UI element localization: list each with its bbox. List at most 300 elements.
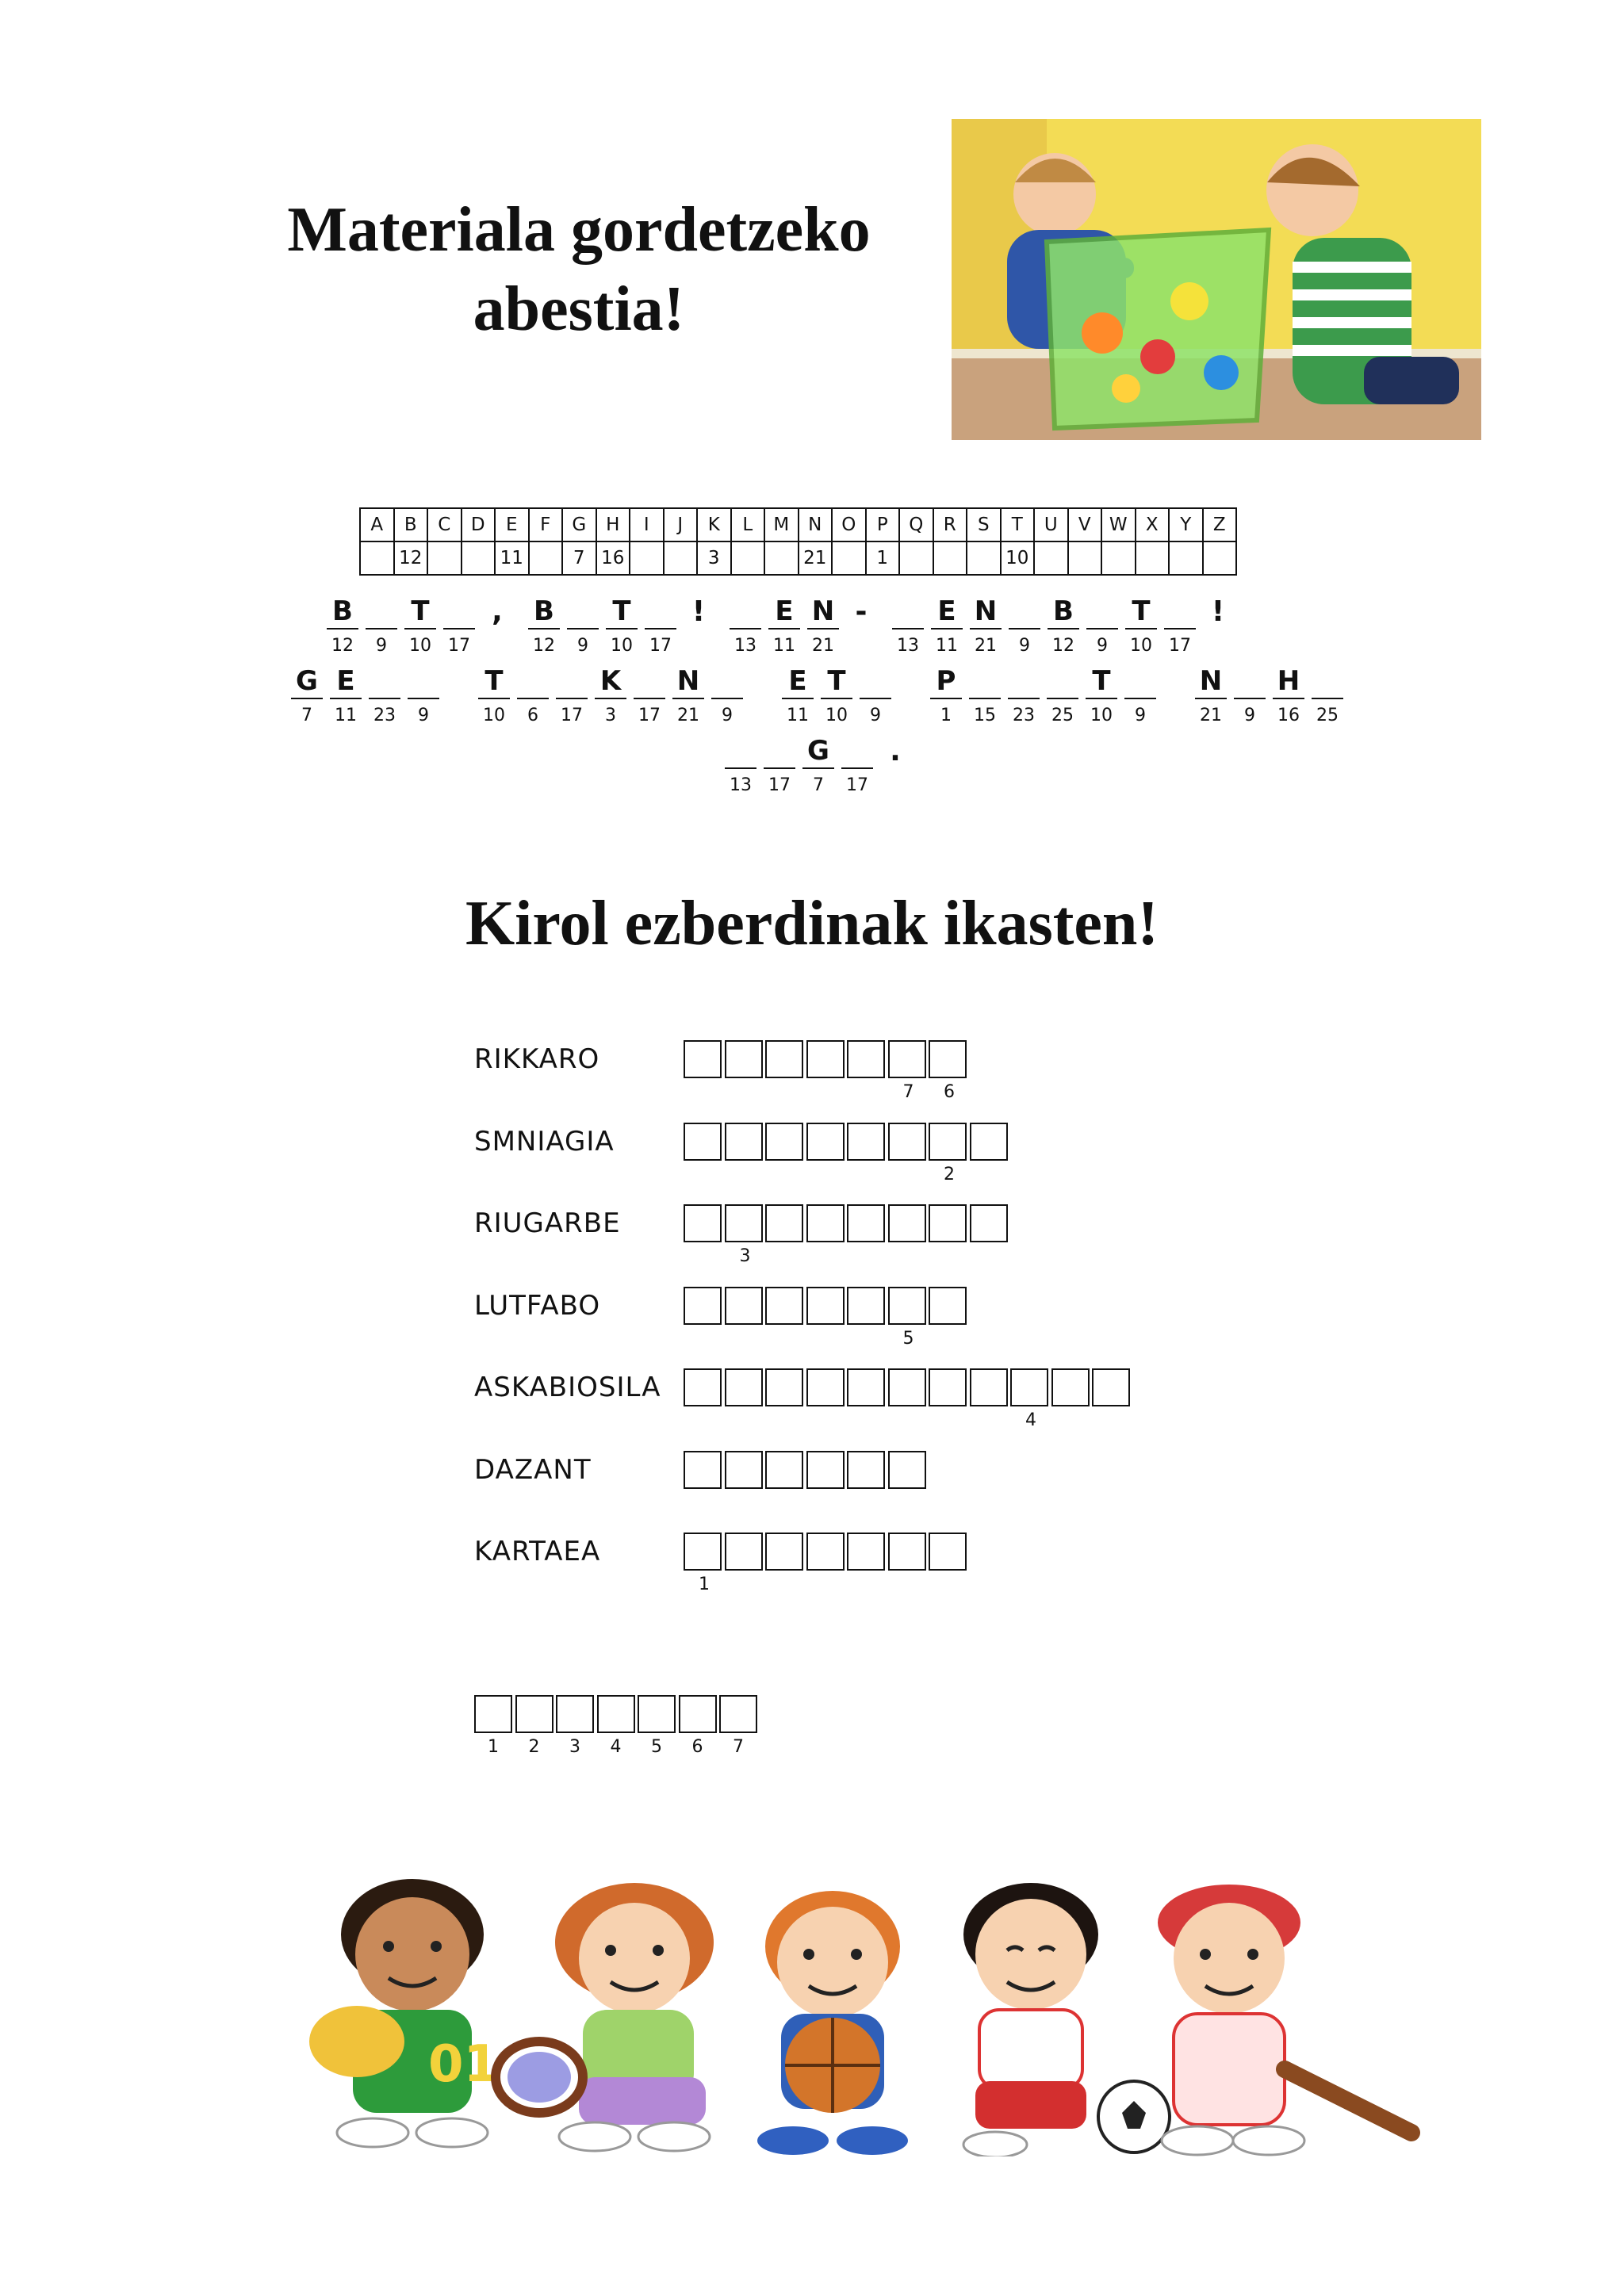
puzzle-letter xyxy=(762,734,797,767)
puzzle-letter-slot[interactable] xyxy=(643,595,678,668)
answer-box[interactable] xyxy=(806,1451,845,1489)
puzzle-letter: T xyxy=(612,595,631,627)
puzzle-letter-slot[interactable] xyxy=(1007,595,1042,668)
puzzle-letter xyxy=(554,664,589,698)
puzzle-code-number: 21 xyxy=(677,706,699,725)
cipher-letter-d: D xyxy=(462,508,496,541)
puzzle-letter: T xyxy=(1132,595,1151,627)
puzzle-code-number: 11 xyxy=(773,636,795,656)
cipher-letter-r: R xyxy=(933,508,967,541)
answer-box[interactable] xyxy=(1010,1368,1048,1406)
answer-box[interactable] xyxy=(806,1204,845,1242)
answer-box[interactable] xyxy=(684,1040,722,1078)
puzzle-underline xyxy=(478,698,510,699)
puzzle-code-number: 12 xyxy=(331,636,354,656)
puzzle-letter-slot[interactable] xyxy=(1124,595,1159,668)
puzzle-letter-slot[interactable] xyxy=(1045,664,1080,737)
answer-box[interactable] xyxy=(725,1040,763,1078)
puzzle-underline xyxy=(366,628,397,629)
puzzle-letter-slot[interactable] xyxy=(554,664,589,737)
answer-box[interactable] xyxy=(929,1123,967,1161)
box-hint-number: 5 xyxy=(902,1328,914,1349)
box-hint-number: 3 xyxy=(739,1246,751,1266)
scrambled-word-label: ASKABIOSILA xyxy=(474,1372,661,1403)
puzzle-letter: T xyxy=(1092,665,1111,697)
puzzle-code-number: 21 xyxy=(1200,706,1222,725)
puzzle-letter-slot[interactable] xyxy=(593,664,628,737)
puzzle-letter-slot[interactable] xyxy=(403,595,438,668)
cipher-letter-c: C xyxy=(427,508,462,541)
puzzle-underline xyxy=(369,698,400,699)
puzzle-letter-slot[interactable] xyxy=(1193,664,1228,737)
answer-box[interactable] xyxy=(684,1204,722,1242)
puzzle-code-number: 13 xyxy=(897,636,919,656)
puzzle-code-number: 10 xyxy=(1130,636,1152,656)
answer-box[interactable] xyxy=(929,1040,967,1078)
song-title-line-2: abestia! xyxy=(473,274,685,344)
scrambled-word-label: RIKKARO xyxy=(474,1043,600,1075)
answer-box[interactable] xyxy=(806,1368,845,1406)
puzzle-code-number: 12 xyxy=(1052,636,1074,656)
puzzle-code-number: 17 xyxy=(448,636,470,656)
cipher-letter-w: W xyxy=(1101,508,1136,541)
puzzle-letter xyxy=(728,595,763,628)
puzzle-letter-slot[interactable] xyxy=(723,734,758,807)
puzzle-code-number: 23 xyxy=(1013,706,1035,725)
puzzle-letter-slot[interactable] xyxy=(767,595,802,668)
puzzle-code-number: 25 xyxy=(1316,706,1339,725)
puzzle-underline xyxy=(1047,698,1078,699)
final-box-number: 3 xyxy=(569,1737,580,1757)
puzzle-code-number: 11 xyxy=(787,706,809,725)
puzzle-code-number: 9 xyxy=(1135,706,1146,725)
answer-box[interactable] xyxy=(1051,1368,1090,1406)
puzzle-code-number: 6 xyxy=(527,706,538,725)
puzzle-underline xyxy=(1009,628,1040,629)
puzzle-letter: N xyxy=(676,665,700,697)
answer-box[interactable] xyxy=(929,1204,967,1242)
puzzle-underline xyxy=(443,628,475,629)
puzzle-code-number: 23 xyxy=(373,706,396,725)
puzzle-underline xyxy=(567,628,599,629)
puzzle-underline xyxy=(764,767,795,769)
puzzle-underline xyxy=(1008,698,1040,699)
final-box-number: 2 xyxy=(528,1737,540,1757)
puzzle-letter-slot[interactable] xyxy=(1271,664,1306,737)
answer-box[interactable] xyxy=(725,1204,763,1242)
puzzle-punctuation: ! xyxy=(1211,595,1225,628)
cipher-letter-u: U xyxy=(1034,508,1068,541)
puzzle-punctuation: ! xyxy=(691,595,706,628)
answer-box[interactable] xyxy=(847,1287,885,1325)
puzzle-underline xyxy=(1048,628,1079,629)
puzzle-code-number: 12 xyxy=(533,636,555,656)
puzzle-letter-slot[interactable] xyxy=(1085,595,1120,668)
puzzle-letter xyxy=(643,595,678,628)
final-answer-box[interactable] xyxy=(556,1695,594,1733)
final-box-number: 5 xyxy=(651,1737,662,1757)
cipher-letter-a: A xyxy=(360,508,394,541)
puzzle-letter-slot[interactable] xyxy=(364,595,399,668)
puzzle-underline xyxy=(672,698,704,699)
answer-box[interactable] xyxy=(684,1533,722,1571)
final-answer-box[interactable] xyxy=(719,1695,757,1733)
puzzle-underline xyxy=(860,698,891,699)
puzzle-code-number: 10 xyxy=(611,636,633,656)
puzzle-letter-slot[interactable] xyxy=(325,595,360,668)
puzzle-letter-slot[interactable] xyxy=(858,664,893,737)
final-answer-box[interactable] xyxy=(474,1695,512,1733)
puzzle-code-number: 13 xyxy=(734,636,756,656)
final-answer-box[interactable] xyxy=(679,1695,717,1733)
cipher-code-b: 12 xyxy=(394,541,428,575)
puzzle-letter xyxy=(723,734,758,767)
answer-box[interactable] xyxy=(806,1040,845,1078)
svg-text:01: 01 xyxy=(428,2035,500,2094)
cipher-letter-o: O xyxy=(832,508,866,541)
puzzle-letter: B xyxy=(332,595,353,627)
cipher-letter-h: H xyxy=(596,508,630,541)
cipher-letter-z: Z xyxy=(1203,508,1237,541)
final-box-number: 1 xyxy=(488,1737,499,1757)
puzzle-letter: H xyxy=(1277,665,1300,697)
puzzle-letter xyxy=(1162,595,1197,628)
puzzle-code-number: 17 xyxy=(649,636,672,656)
cipher-letter-m: M xyxy=(764,508,799,541)
answer-box[interactable] xyxy=(847,1123,885,1161)
answer-box[interactable] xyxy=(725,1533,763,1571)
puzzle-letter-slot[interactable] xyxy=(929,664,963,737)
puzzle-letter-slot[interactable] xyxy=(442,595,477,668)
answer-box[interactable] xyxy=(847,1451,885,1489)
puzzle-letter: N xyxy=(974,595,998,627)
puzzle-letter-slot[interactable] xyxy=(840,734,875,807)
puzzle-underline xyxy=(930,698,962,699)
cipher-letter-i: I xyxy=(630,508,664,541)
answer-box[interactable] xyxy=(1092,1368,1130,1406)
puzzle-letter xyxy=(1232,664,1267,698)
puzzle-code-number: 11 xyxy=(335,706,357,725)
puzzle-underline xyxy=(768,628,800,629)
puzzle-letter-slot[interactable] xyxy=(929,595,964,668)
puzzle-underline xyxy=(802,767,834,769)
answer-box[interactable] xyxy=(847,1204,885,1242)
sports-title: Kirol ezberdinak ikasten! xyxy=(465,889,1159,959)
puzzle-code-number: 3 xyxy=(605,706,616,725)
answer-box[interactable] xyxy=(847,1040,885,1078)
puzzle-letter-slot[interactable] xyxy=(604,595,639,668)
puzzle-code-number: 9 xyxy=(1019,636,1030,656)
answer-box[interactable] xyxy=(725,1451,763,1489)
puzzle-letter xyxy=(710,664,745,698)
puzzle-letter-slot[interactable] xyxy=(728,595,763,668)
puzzle-letter: G xyxy=(807,735,829,767)
cartoon-kids-icon xyxy=(278,1871,1427,2156)
puzzle-letter xyxy=(442,595,477,628)
puzzle-letter-slot[interactable] xyxy=(289,664,324,737)
cipher-letter-f: F xyxy=(529,508,563,541)
answer-box[interactable] xyxy=(888,1204,926,1242)
answer-box[interactable] xyxy=(684,1368,722,1406)
decode-puzzle xyxy=(0,0,1624,832)
puzzle-letter: K xyxy=(599,665,622,697)
puzzle-code-number: 11 xyxy=(936,636,958,656)
answer-box[interactable] xyxy=(765,1533,803,1571)
answer-box[interactable] xyxy=(684,1287,722,1325)
puzzle-code-number: 9 xyxy=(418,706,429,725)
puzzle-underline xyxy=(595,698,626,699)
answer-box[interactable] xyxy=(888,1040,926,1078)
puzzle-letter: E xyxy=(336,665,355,697)
puzzle-letter-slot[interactable] xyxy=(328,664,363,737)
puzzle-letter-slot[interactable] xyxy=(565,595,600,668)
puzzle-letter: T xyxy=(411,595,430,627)
puzzle-letter-slot[interactable] xyxy=(671,664,706,737)
puzzle-underline xyxy=(606,628,638,629)
answer-box[interactable] xyxy=(847,1368,885,1406)
puzzle-underline xyxy=(725,767,756,769)
puzzle-letter-slot[interactable] xyxy=(1162,595,1197,668)
puzzle-letter-slot[interactable] xyxy=(1123,664,1158,737)
puzzle-letter-slot[interactable] xyxy=(762,734,797,807)
puzzle-letter-slot[interactable] xyxy=(1232,664,1267,737)
puzzle-letter-slot[interactable] xyxy=(1006,664,1041,737)
puzzle-code-number: 21 xyxy=(812,636,834,656)
puzzle-underline xyxy=(1086,628,1118,629)
answer-box[interactable] xyxy=(888,1123,926,1161)
answer-box[interactable] xyxy=(888,1451,926,1489)
puzzle-letter-slot[interactable] xyxy=(477,664,511,737)
puzzle-underline xyxy=(782,698,814,699)
puzzle-letter xyxy=(1045,664,1080,698)
puzzle-code-number: 15 xyxy=(974,706,996,725)
answer-box[interactable] xyxy=(888,1533,926,1571)
puzzle-code-number: 10 xyxy=(825,706,848,725)
song-title-line-1: Materiala gordetzeko xyxy=(287,195,871,265)
puzzle-underline xyxy=(1195,698,1227,699)
puzzle-code-number: 10 xyxy=(1090,706,1113,725)
final-answer-box[interactable] xyxy=(638,1695,676,1733)
box-hint-number: 2 xyxy=(944,1164,955,1184)
puzzle-letter-slot[interactable] xyxy=(806,595,841,668)
puzzle-underline xyxy=(892,628,924,629)
puzzle-underline xyxy=(969,698,1001,699)
puzzle-letter-slot[interactable] xyxy=(801,734,836,807)
puzzle-letter-slot[interactable] xyxy=(819,664,854,737)
puzzle-underline xyxy=(730,628,761,629)
puzzle-letter xyxy=(364,595,399,628)
puzzle-code-number: 9 xyxy=(1244,706,1255,725)
puzzle-underline xyxy=(404,628,436,629)
cipher-letter-l: L xyxy=(731,508,765,541)
cipher-letter-q: Q xyxy=(899,508,933,541)
scrambled-word-label: KARTAEA xyxy=(474,1536,601,1567)
answer-box[interactable] xyxy=(847,1533,885,1571)
final-box-number: 7 xyxy=(733,1737,744,1757)
answer-box[interactable] xyxy=(765,1287,803,1325)
puzzle-underline xyxy=(1124,698,1156,699)
puzzle-code-number: 9 xyxy=(577,636,588,656)
puzzle-letter-slot[interactable] xyxy=(710,664,745,737)
puzzle-letter: B xyxy=(534,595,554,627)
puzzle-letter: B xyxy=(1053,595,1074,627)
puzzle-letter xyxy=(1310,664,1345,698)
cipher-letter-n: N xyxy=(799,508,833,541)
puzzle-letter xyxy=(565,595,600,628)
answer-box[interactable] xyxy=(970,1368,1008,1406)
puzzle-letter: N xyxy=(1199,665,1223,697)
scrambled-word-label: RIUGARBE xyxy=(474,1207,621,1239)
puzzle-code-number: 13 xyxy=(730,775,752,795)
answer-box[interactable] xyxy=(725,1287,763,1325)
puzzle-code-number: 7 xyxy=(813,775,824,795)
puzzle-letter xyxy=(967,664,1002,698)
puzzle-underline xyxy=(1234,698,1266,699)
puzzle-letter xyxy=(367,664,402,698)
puzzle-underline xyxy=(711,698,743,699)
cipher-code-p: 1 xyxy=(866,541,900,575)
cipher-code-e: 11 xyxy=(495,541,529,575)
puzzle-letter xyxy=(1123,664,1158,698)
puzzle-code-number: 9 xyxy=(722,706,733,725)
puzzle-letter-slot[interactable] xyxy=(1310,664,1345,737)
box-hint-number: 1 xyxy=(699,1575,710,1594)
puzzle-code-number: 1 xyxy=(940,706,952,725)
answer-box[interactable] xyxy=(806,1123,845,1161)
puzzle-letter xyxy=(515,664,550,698)
answer-box[interactable] xyxy=(684,1451,722,1489)
final-box-number: 6 xyxy=(691,1737,703,1757)
puzzle-letter: E xyxy=(937,595,956,627)
cipher-letter-j: J xyxy=(664,508,698,541)
puzzle-underline xyxy=(970,628,1002,629)
puzzle-code-number: 10 xyxy=(483,706,505,725)
puzzle-underline xyxy=(931,628,963,629)
puzzle-underline xyxy=(556,698,588,699)
puzzle-letter-slot[interactable] xyxy=(968,595,1003,668)
box-hint-number: 7 xyxy=(902,1082,914,1102)
puzzle-code-number: 17 xyxy=(1169,636,1191,656)
puzzle-code-number: 25 xyxy=(1051,706,1074,725)
puzzle-underline xyxy=(1125,628,1157,629)
puzzle-letter: T xyxy=(827,665,846,697)
puzzle-code-number: 10 xyxy=(409,636,431,656)
scrambled-word-label: DAZANT xyxy=(474,1453,592,1486)
puzzle-letter xyxy=(891,595,925,628)
puzzle-underline xyxy=(330,698,362,699)
answer-box[interactable] xyxy=(806,1533,845,1571)
answer-box[interactable] xyxy=(888,1287,926,1325)
scrambled-word-label: LUTFABO xyxy=(474,1289,601,1322)
cipher-letter-e: E xyxy=(495,508,529,541)
answer-box[interactable] xyxy=(888,1368,926,1406)
box-hint-number: 6 xyxy=(944,1082,955,1102)
answer-box[interactable] xyxy=(765,1123,803,1161)
cipher-letter-p: P xyxy=(866,508,900,541)
cipher-letter-s: S xyxy=(967,508,1001,541)
puzzle-code-number: 9 xyxy=(870,706,881,725)
puzzle-underline xyxy=(645,628,676,629)
cipher-code-t: 10 xyxy=(1001,541,1035,575)
answer-box[interactable] xyxy=(765,1451,803,1489)
puzzle-letter-slot[interactable] xyxy=(632,664,667,737)
answer-box[interactable] xyxy=(725,1368,763,1406)
puzzle-code-number: 21 xyxy=(975,636,997,656)
puzzle-letter-slot[interactable] xyxy=(967,664,1002,737)
answer-box[interactable] xyxy=(970,1204,1008,1242)
puzzle-underline xyxy=(841,767,873,769)
puzzle-code-number: 9 xyxy=(376,636,387,656)
puzzle-letter xyxy=(1085,595,1120,628)
final-answer-box[interactable] xyxy=(515,1695,553,1733)
puzzle-letter: N xyxy=(811,595,835,627)
cipher-letter-g: G xyxy=(562,508,596,541)
puzzle-letter-slot[interactable] xyxy=(1046,595,1081,668)
puzzle-letter-slot[interactable] xyxy=(406,664,441,737)
answer-box[interactable] xyxy=(929,1533,967,1571)
puzzle-underline xyxy=(807,628,839,629)
puzzle-underline xyxy=(528,628,560,629)
final-answer-box[interactable] xyxy=(597,1695,635,1733)
puzzle-code-number: 16 xyxy=(1277,706,1300,725)
cipher-letter-k: K xyxy=(697,508,731,541)
answer-box[interactable] xyxy=(725,1123,763,1161)
puzzle-letter: E xyxy=(775,595,794,627)
puzzle-letter: E xyxy=(788,665,807,697)
puzzle-letter-slot[interactable] xyxy=(367,664,402,737)
puzzle-letter-slot[interactable] xyxy=(891,595,925,668)
puzzle-letter: T xyxy=(485,665,504,697)
puzzle-underline xyxy=(408,698,439,699)
puzzle-code-number: 7 xyxy=(301,706,312,725)
puzzle-punctuation: . xyxy=(890,735,901,767)
puzzle-letter: P xyxy=(936,665,956,697)
puzzle-letter xyxy=(858,664,893,698)
answer-box[interactable] xyxy=(765,1204,803,1242)
answer-box[interactable] xyxy=(765,1368,803,1406)
answer-box[interactable] xyxy=(806,1287,845,1325)
answer-box[interactable] xyxy=(929,1368,967,1406)
puzzle-letter-slot[interactable] xyxy=(527,595,561,668)
answer-box[interactable] xyxy=(684,1123,722,1161)
puzzle-underline xyxy=(821,698,852,699)
puzzle-letter: G xyxy=(296,665,318,697)
answer-box[interactable] xyxy=(765,1040,803,1078)
puzzle-punctuation: , xyxy=(492,595,503,628)
puzzle-letter xyxy=(1006,664,1041,698)
puzzle-underline xyxy=(1312,698,1343,699)
cipher-code-n: 21 xyxy=(799,541,833,575)
puzzle-code-number: 17 xyxy=(846,775,868,795)
puzzle-underline xyxy=(1273,698,1304,699)
puzzle-letter xyxy=(632,664,667,698)
puzzle-letter xyxy=(406,664,441,698)
puzzle-letter xyxy=(1007,595,1042,628)
puzzle-code-number: 17 xyxy=(768,775,791,795)
puzzle-letter-slot[interactable] xyxy=(1084,664,1119,737)
puzzle-letter-slot[interactable] xyxy=(780,664,815,737)
cipher-letter-v: V xyxy=(1068,508,1102,541)
puzzle-underline xyxy=(1164,628,1196,629)
cipher-code-g: 7 xyxy=(562,541,596,575)
cipher-letter-y: Y xyxy=(1169,508,1203,541)
puzzle-letter-slot[interactable] xyxy=(515,664,550,737)
cipher-code-k: 3 xyxy=(697,541,731,575)
answer-box[interactable] xyxy=(929,1287,967,1325)
answer-box[interactable] xyxy=(970,1123,1008,1161)
scrambled-word-label: SMNIAGIA xyxy=(474,1125,615,1158)
puzzle-letter xyxy=(840,734,875,767)
